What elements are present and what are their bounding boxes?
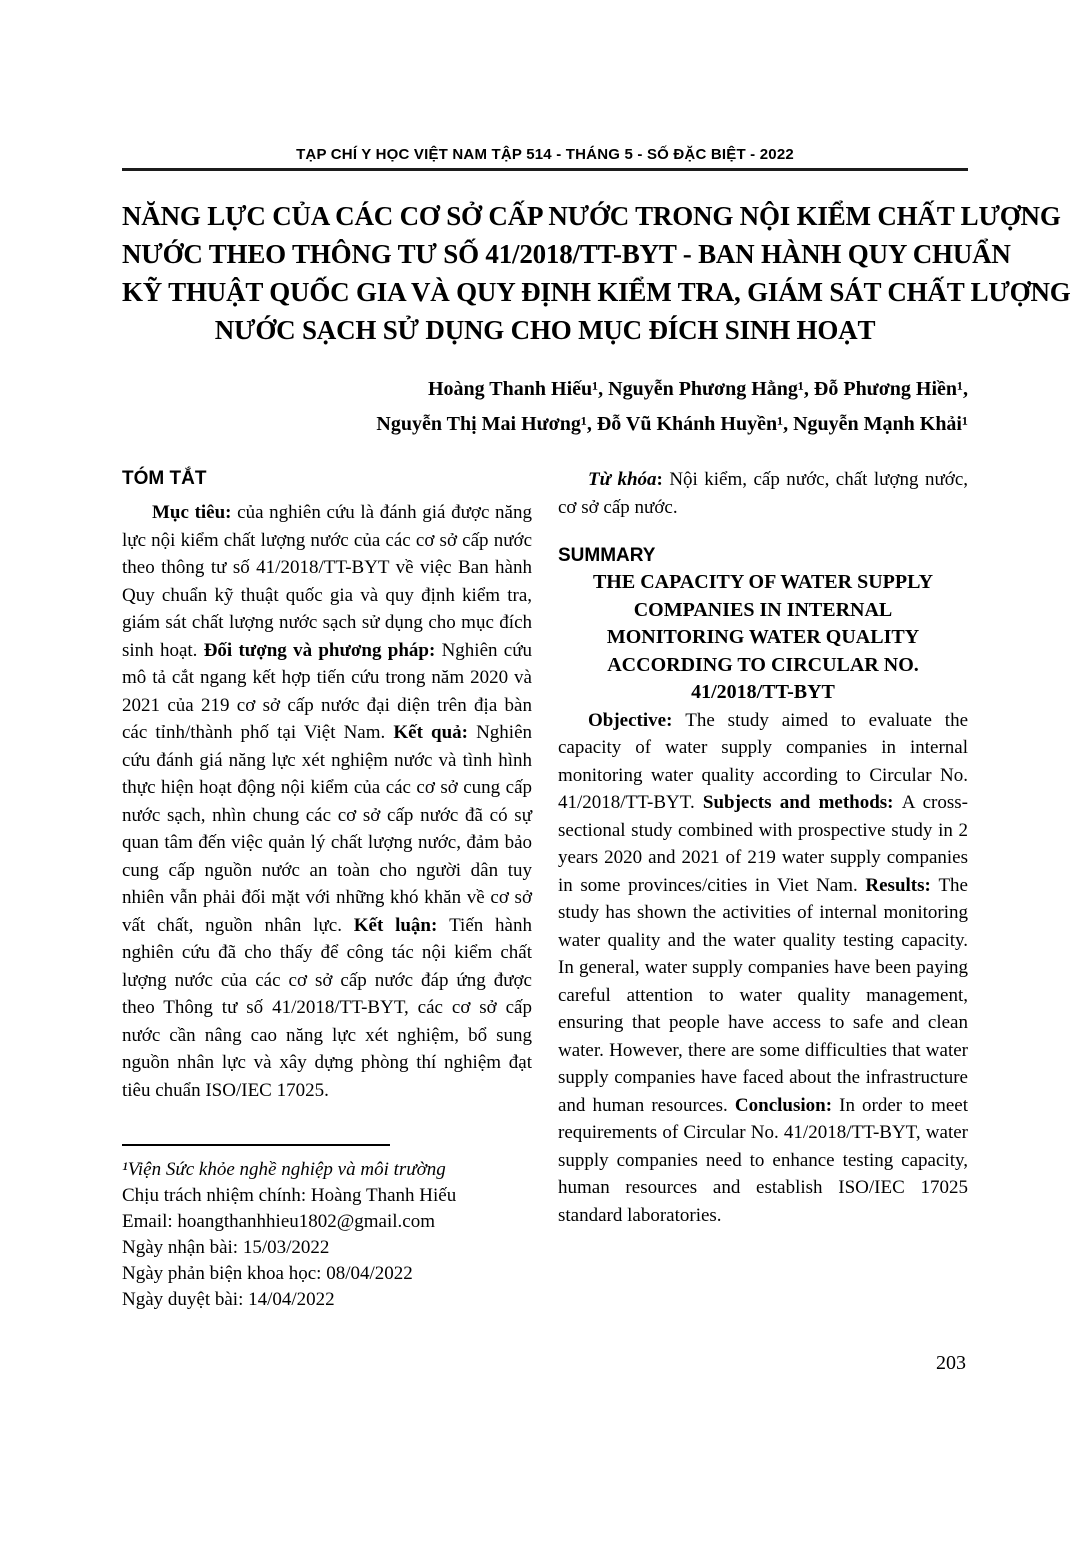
summary-heading: SUMMARY <box>558 545 656 566</box>
article-title-line: NƯỚC SẠCH SỬ DỤNG CHO MỤC ĐÍCH SINH HOẠT <box>214 315 876 345</box>
page-number: 203 <box>936 1352 966 1374</box>
footnote-received-date: Ngày nhận bài: 15/03/2022 <box>122 1237 330 1258</box>
abstract-text: Mục tiêu: của nghiên cứu là đánh giá được năng lực nội kiểm chất lượng nước của các cơ sở cấp nước theo thông tư số 41/2018/TT-BYT về việc Ban hành Quy chuẩn kỹ thuật quốc gia và quy định kiểm tra, giám sát chất lượng nước sạch sử dụng cho mục đích sinh hoạt. Đối tượng và phương pháp: Nghiên cứu mô tả cắt ngang kết hợp tiến cứu trong năm 2020 và 2021 của 219 cơ sở cấp nước đại diện trên địa bàn các tỉnh/thành phố tại Việt Nam. Kết quả: Nghiên cứu đánh giá năng lực xét nghiệm nước và tình hình thực hiện hoạt động nội kiểm của các cơ sở cung cấp nước sạch, nhìn chung các cơ sở cấp nước đã có sự quan tâm đến việc quản lý chất lượng nước, đảm bảo cung cấp nguồn nước an toàn cho người dân tuy nhiên vẫn phải đối mặt với những khó khăn về cơ sở vất chất, nguồn nhân lực. Kết luận: Tiến hành nghiên cứu đã cho thấy để công tác nội kiểm chất lượng nước của các cơ sở cấp nước đáp ứng được theo Thông tư số 41/2018/TT-BYT, các cơ sở cấp nước cần nâng cao năng lực xét nghiệm, bổ sung nguồn nhân lực và xây dựng phòng thí nghiệm đạt tiêu chuẩn ISO/IEC 17025. <box>122 502 533 1101</box>
footnote-block <box>122 1144 532 1313</box>
journal-header: TẠP CHÍ Y HỌC VIỆT NAM TẬP 514 - THÁNG 5 - SỐ ĐẶC BIỆT - 2022 <box>296 146 794 163</box>
article-title-line: NĂNG LỰC CỦA CÁC CƠ SỞ CẤP NƯỚC TRONG NỘI KIỂM CHẤT LƯỢNG <box>122 201 1061 231</box>
footnote-corresponding-author: Chịu trách nhiệm chính: Hoàng Thanh Hiếu <box>122 1185 457 1206</box>
summary-title-line: THE CAPACITY OF WATER SUPPLY <box>592 571 934 593</box>
footnote-rule <box>122 1144 390 1146</box>
footnote-accepted-date: Ngày duyệt bài: 14/04/2022 <box>122 1289 335 1310</box>
header-rule <box>122 168 968 171</box>
authors-line: Hoàng Thanh Hiếu¹, Nguyễn Phương Hằng¹, Đỗ Phương Hiền¹, <box>427 378 968 400</box>
article-title <box>122 197 1071 349</box>
authors-line: Nguyễn Thị Mai Hương¹, Đỗ Vũ Khánh Huyền¹, Nguyễn Mạnh Khải¹ <box>376 413 968 435</box>
summary-title-line: COMPANIES IN INTERNAL <box>633 598 893 621</box>
article-title-line: KỸ THUẬT QUỐC GIA VÀ QUY ĐỊNH KIỂM TRA, GIÁM SÁT CHẤT LƯỢNG <box>122 277 1071 307</box>
footnote-affiliation: ¹Viện Sức khỏe nghề nghiệp và môi trường <box>122 1159 446 1180</box>
authors-block <box>122 372 968 442</box>
left-column <box>122 466 532 1313</box>
keywords-text: Từ khóa: Nội kiểm, cấp nước, chất lượng nước, cơ sở cấp nước. <box>558 469 968 518</box>
summary-title-line: ACCORDING TO CIRCULAR NO. <box>607 653 919 676</box>
two-column-body <box>122 466 968 1313</box>
footnote-email: Email: hoangthanhhieu1802@gmail.com <box>122 1211 435 1232</box>
article-title-line: NƯỚC THEO THÔNG TƯ SỐ 41/2018/TT-BYT - BAN HÀNH QUY CHUẨN <box>122 239 1011 269</box>
abstract-heading: TÓM TẮT <box>122 468 207 489</box>
right-column <box>558 466 968 1313</box>
summary-title <box>558 569 968 707</box>
summary-text: Objective: The study aimed to evaluate the capacity of water supply companies in internal monitoring water quality according to Circular No. 41/2018/TT-BYT. Subjects and methods: A cross-sectional study combined with prospective study in 2 years 2020 and 2021 of 219 water supply companies in some provinces/cities in Viet Nam. Results: The study has shown the activities of internal monitoring water quality and the water quality testing capacity. In general, water supply companies have been paying careful attention to water quality management, ensuring that people have access to safe and clean water. However, there are some difficulties that water supply companies have faced about the infrastructure and human resources. Conclusion: In order to meet requirements of Circular No. 41/2018/TT-BYT, water supply companies need to enhance testing capacity, human resources and establish ISO/IEC 17025 standard laboratories. <box>558 709 969 1226</box>
footnote-review-date: Ngày phản biện khoa học: 08/04/2022 <box>122 1263 413 1284</box>
summary-title-line: 41/2018/TT-BYT <box>691 681 835 703</box>
summary-title-line: MONITORING WATER QUALITY <box>606 626 920 648</box>
